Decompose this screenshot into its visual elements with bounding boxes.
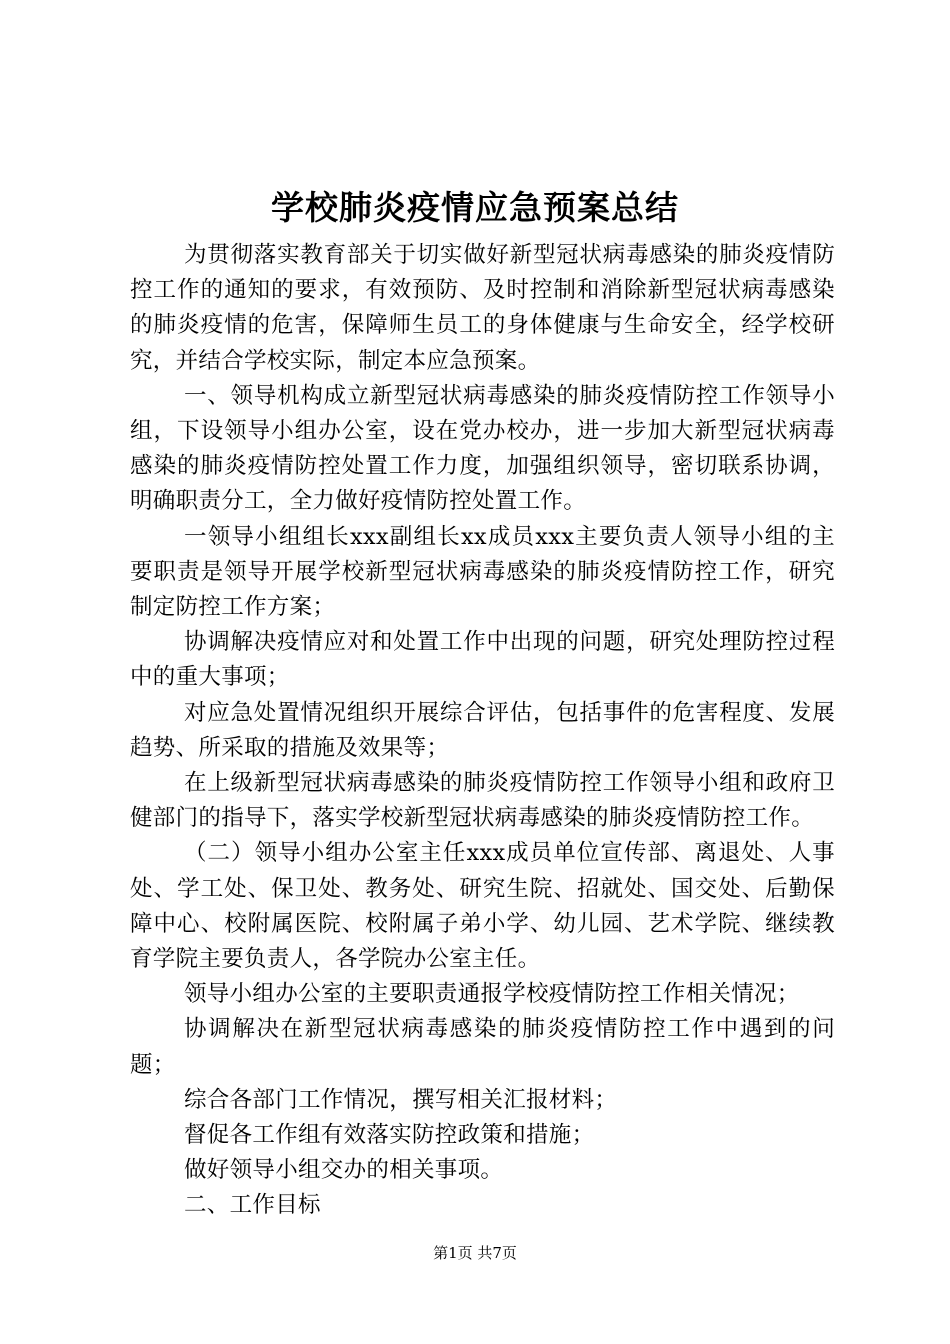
paragraph: 协调解决在新型冠状病毒感染的肺炎疫情防控工作中遇到的问题；	[130, 1016, 835, 1078]
section-heading: 二、工作目标	[184, 1192, 321, 1219]
paragraph: 督促各工作组有效落实防控政策和措施；	[184, 1122, 595, 1149]
paragraph: 做好领导小组交办的相关事项。	[184, 1157, 504, 1184]
paragraph: 综合各部门工作情况，撰写相关汇报材料；	[184, 1086, 618, 1113]
page-number-footer: 第1页 共7页	[433, 1244, 517, 1262]
paragraph: 一领导小组组长xxx副组长xx成员xxx主要负责人领导小组的主要职责是领导开展学校新型冠状病毒感染的肺炎疫情防控工作，研究制定防控工作方案；	[130, 523, 835, 621]
paragraph: 一、领导机构成立新型冠状病毒感染的肺炎疫情防控工作领导小组，下设领导小组办公室，设在党办校办，进一步加大新型冠状病毒感染的肺炎疫情防控处置工作力度，加强组织领导，密切联系协调，明确职责分工，全力做好疫情防控处置工作。	[130, 382, 835, 515]
document-body	[130, 238, 835, 1224]
document-title: 学校肺炎疫情应急预案总结	[271, 188, 679, 227]
paragraph: 对应急处置情况组织开展综合评估，包括事件的危害程度、发展趋势、所采取的措施及效果等；	[130, 699, 835, 761]
paragraph: 在上级新型冠状病毒感染的肺炎疫情防控工作领导小组和政府卫健部门的指导下，落实学校新型冠状病毒感染的肺炎疫情防控工作。	[130, 770, 835, 832]
paragraph: （二）领导小组办公室主任xxx成员单位宣传部、离退处、人事处、学工处、保卫处、教务处、研究生院、招就处、国交处、后勤保障中心、校附属医院、校附属子弟小学、幼儿园、艺术学院、继续教育学院主要负责人，各学院办公室主任。	[130, 840, 835, 973]
paragraph: 领导小组办公室的主要职责通报学校疫情防控工作相关情况；	[184, 981, 800, 1008]
paragraph: 为贯彻落实教育部关于切实做好新型冠状病毒感染的肺炎疫情防控工作的通知的要求，有效预防、及时控制和消除新型冠状病毒感染的肺炎疫情的危害，保障师生员工的身体健康与生命安全，经学校研究，并结合学校实际，制定本应急预案。	[130, 242, 835, 374]
paragraph: 协调解决疫情应对和处置工作中出现的问题，研究处理防控过程中的重大事项；	[130, 629, 835, 691]
